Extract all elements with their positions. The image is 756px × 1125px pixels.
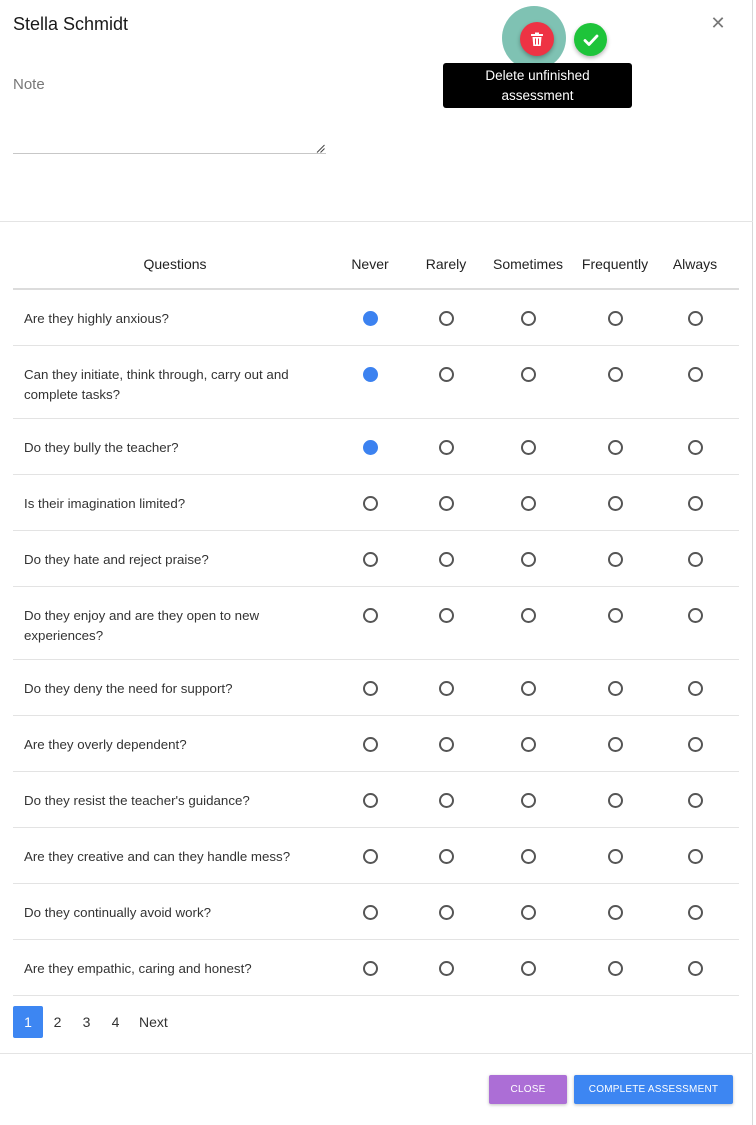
resize-grip-icon[interactable] (316, 144, 325, 153)
radio-never[interactable] (363, 440, 378, 455)
radio-sometimes[interactable] (521, 849, 536, 864)
next-page-link[interactable]: Next (139, 1014, 168, 1030)
check-icon (583, 33, 599, 47)
question-text: Are they creative and can they handle mess? (24, 849, 291, 864)
radio-frequently[interactable] (608, 608, 623, 623)
table-row (13, 587, 739, 660)
trash-icon (530, 32, 544, 47)
radio-rarely[interactable] (439, 552, 454, 567)
radio-always[interactable] (688, 552, 703, 567)
question-text: Is their imagination limited? (24, 496, 186, 511)
radio-always[interactable] (688, 681, 703, 696)
radio-never[interactable] (363, 367, 378, 382)
radio-sometimes[interactable] (521, 737, 536, 752)
radio-always[interactable] (688, 311, 703, 326)
table-row (13, 290, 739, 346)
radio-never[interactable] (363, 608, 378, 623)
radio-never[interactable] (363, 961, 378, 976)
radio-sometimes[interactable] (521, 793, 536, 808)
page-link-3[interactable]: 3 (82, 1014, 91, 1030)
radio-rarely[interactable] (439, 608, 454, 623)
question-text: Do they deny the need for support? (24, 681, 233, 696)
table-row (13, 419, 739, 475)
radio-never[interactable] (363, 793, 378, 808)
radio-sometimes[interactable] (521, 440, 536, 455)
mark-complete-button[interactable] (574, 23, 607, 56)
complete-assessment-button[interactable]: COMPLETE ASSESSMENT (574, 1075, 733, 1104)
student-name-title: Stella Schmidt (13, 14, 129, 34)
radio-frequently[interactable] (608, 552, 623, 567)
radio-always[interactable] (688, 496, 703, 511)
question-text: Do they hate and reject praise? (24, 552, 209, 567)
delete-tooltip: Delete unfinished assessment (443, 63, 632, 108)
radio-rarely[interactable] (439, 367, 454, 382)
questions-table (13, 238, 739, 996)
table-row (13, 531, 739, 587)
radio-frequently[interactable] (608, 367, 623, 382)
radio-frequently[interactable] (608, 496, 623, 511)
radio-never[interactable] (363, 905, 378, 920)
column-header-frequently: Frequently (581, 256, 649, 272)
question-text: Are they empathic, caring and honest? (24, 961, 252, 976)
radio-always[interactable] (688, 961, 703, 976)
radio-sometimes[interactable] (521, 961, 536, 976)
table-row (13, 884, 739, 940)
table-row (13, 475, 739, 531)
radio-always[interactable] (688, 793, 703, 808)
radio-rarely[interactable] (439, 737, 454, 752)
close-icon[interactable]: ✕ (710, 13, 726, 33)
radio-never[interactable] (363, 681, 378, 696)
radio-frequently[interactable] (608, 440, 623, 455)
question-text: Do they continually avoid work? (24, 905, 211, 920)
radio-always[interactable] (688, 905, 703, 920)
table-row (13, 346, 739, 419)
radio-always[interactable] (688, 608, 703, 623)
close-button[interactable]: CLOSE (489, 1075, 567, 1104)
table-body (13, 290, 739, 996)
radio-always[interactable] (688, 849, 703, 864)
question-text: Can they initiate, think through, carry out and complete tasks? (24, 367, 289, 402)
pagination (13, 1006, 168, 1038)
radio-frequently[interactable] (608, 793, 623, 808)
table-row (13, 940, 739, 996)
radio-never[interactable] (363, 496, 378, 511)
radio-sometimes[interactable] (521, 681, 536, 696)
radio-rarely[interactable] (439, 905, 454, 920)
radio-always[interactable] (688, 737, 703, 752)
radio-never[interactable] (363, 552, 378, 567)
question-text: Do they enjoy and are they open to new experiences? (24, 608, 260, 643)
header-divider (0, 221, 753, 222)
radio-sometimes[interactable] (521, 608, 536, 623)
question-text: Do they bully the teacher? (24, 440, 179, 455)
radio-sometimes[interactable] (521, 367, 536, 382)
radio-rarely[interactable] (439, 849, 454, 864)
radio-frequently[interactable] (608, 737, 623, 752)
table-row (13, 772, 739, 828)
question-text: Do they resist the teacher's guidance? (24, 793, 250, 808)
note-textarea[interactable] (13, 100, 326, 154)
radio-sometimes[interactable] (521, 552, 536, 567)
radio-never[interactable] (363, 849, 378, 864)
radio-sometimes[interactable] (521, 311, 536, 326)
column-header-sometimes: Sometimes (492, 256, 564, 272)
radio-rarely[interactable] (439, 961, 454, 976)
page-link-1[interactable]: 1 (13, 1006, 43, 1038)
radio-frequently[interactable] (608, 961, 623, 976)
table-row (13, 716, 739, 772)
radio-rarely[interactable] (439, 681, 454, 696)
radio-always[interactable] (688, 440, 703, 455)
radio-rarely[interactable] (439, 440, 454, 455)
delete-assessment-button[interactable] (520, 22, 554, 56)
radio-never[interactable] (363, 311, 378, 326)
column-header-rarely: Rarely (425, 256, 467, 272)
radio-frequently[interactable] (608, 681, 623, 696)
radio-never[interactable] (363, 737, 378, 752)
column-header-always: Always (672, 256, 718, 272)
column-header-never: Never (351, 256, 389, 272)
page-link-2[interactable]: 2 (53, 1014, 62, 1030)
radio-rarely[interactable] (439, 496, 454, 511)
radio-rarely[interactable] (439, 311, 454, 326)
table-row (13, 660, 739, 716)
radio-always[interactable] (688, 367, 703, 382)
radio-frequently[interactable] (608, 311, 623, 326)
question-text: Are they highly anxious? (24, 311, 169, 326)
radio-rarely[interactable] (439, 793, 454, 808)
radio-sometimes[interactable] (521, 496, 536, 511)
note-label: Note (13, 76, 45, 93)
column-header-questions: Questions (143, 256, 207, 272)
footer-divider (0, 1053, 753, 1054)
table-header (13, 238, 739, 290)
radio-sometimes[interactable] (521, 905, 536, 920)
page-link-4[interactable]: 4 (111, 1014, 120, 1030)
radio-frequently[interactable] (608, 905, 623, 920)
radio-frequently[interactable] (608, 849, 623, 864)
question-text: Are they overly dependent? (24, 737, 187, 752)
table-row (13, 828, 739, 884)
